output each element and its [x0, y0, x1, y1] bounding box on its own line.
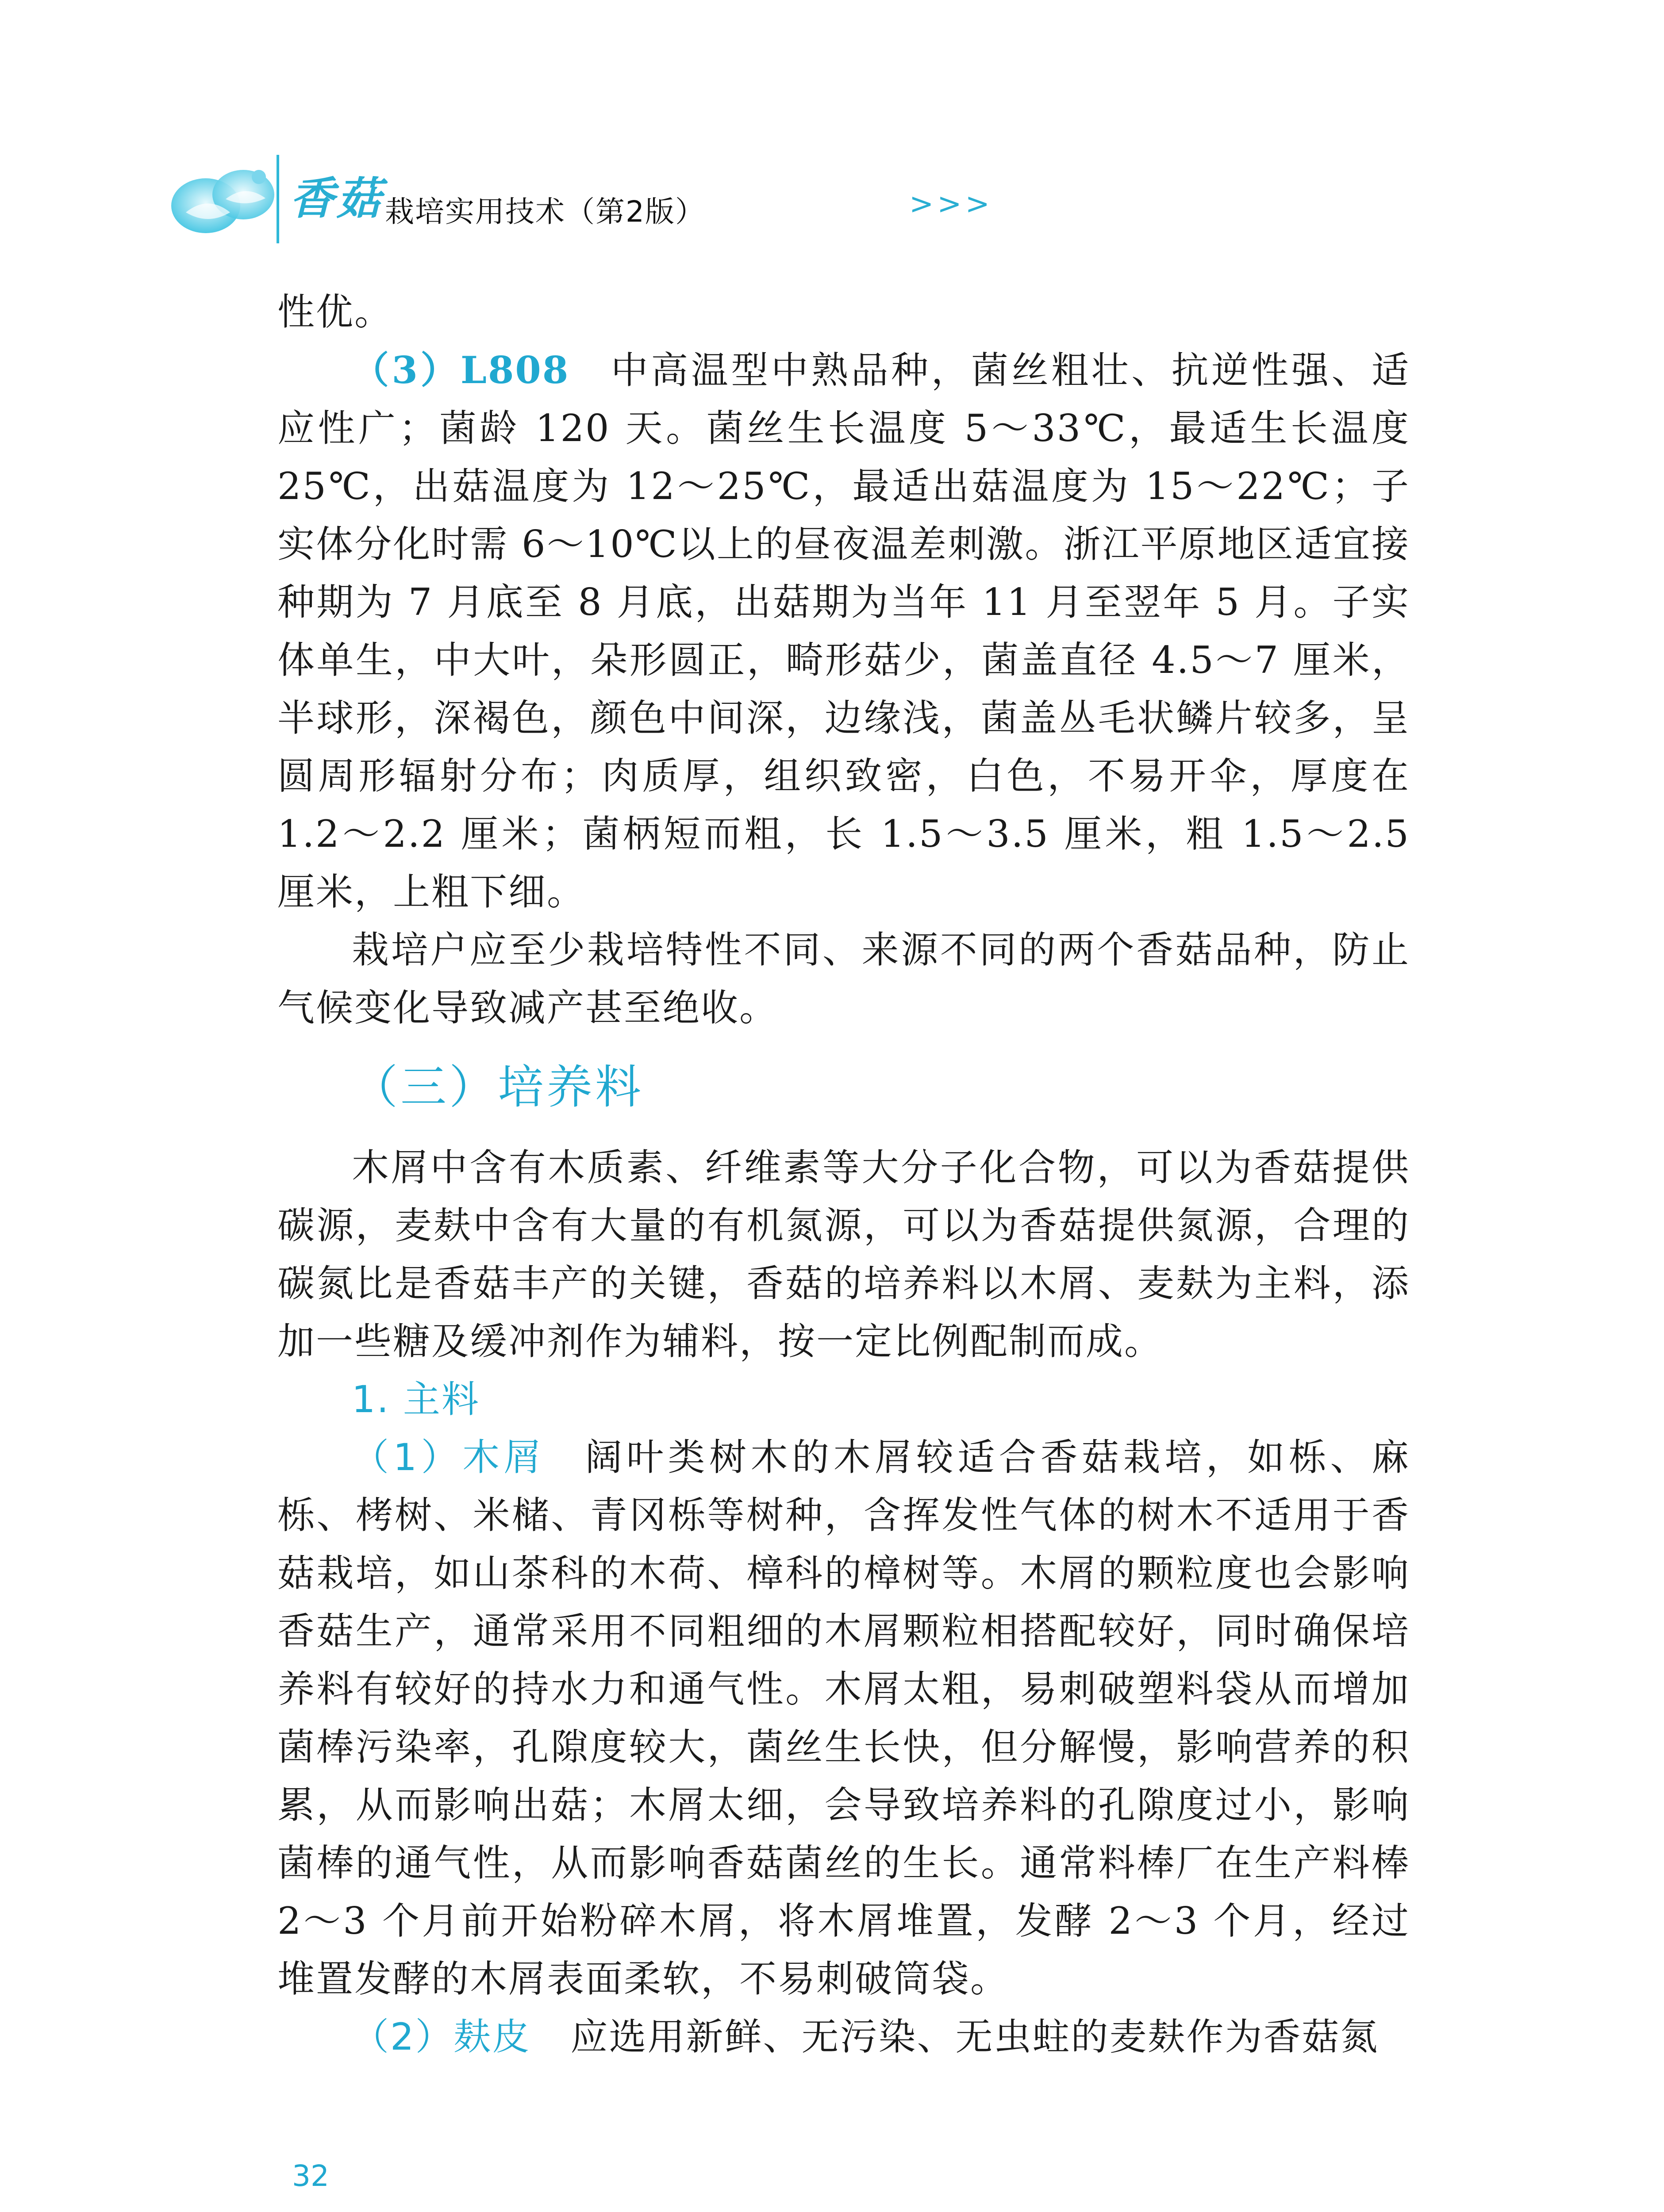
mushroom-logo-icon — [168, 146, 283, 252]
paragraph-continuation: 性优。 — [277, 290, 393, 334]
paragraph-sawdust — [277, 1429, 1410, 2008]
header-arrows: >>> — [909, 187, 993, 221]
paragraph-substrate: 木屑中含有木质素、纤维素等大分子化合物，可以为香菇提供碳源，麦麸中含有大量的有机氮源，可以为香菇提供氮源，合理的碳氮比是香菇丰产的关键，香菇的培养料以木屑、麦麸为主料，添加一些糖及缓冲剂作为辅料，按一定比例配制而成。 — [277, 1146, 1410, 1363]
item-lead-bran: （2）麸皮 — [352, 2015, 531, 2058]
item-lead-l808: （3）L808 — [352, 348, 570, 392]
section-heading: （三）培养料 — [352, 1060, 644, 1114]
header-divider — [277, 155, 279, 243]
header-brand: 香菇 — [290, 172, 384, 224]
header-book-title: 栽培实用技术（第2版） — [385, 195, 705, 229]
paragraph-body: 应选用新鲜、无污染、无虫蛀的麦麸作为香菇氮 — [570, 2015, 1379, 2058]
paragraph-advice: 栽培户应至少栽培特性不同、来源不同的两个香菇品种，防止气候变化导致减产甚至绝收。 — [277, 928, 1410, 1029]
page-number: 32 — [292, 2159, 329, 2193]
subsection-heading: 1. 主料 — [352, 1378, 480, 1421]
running-header — [168, 146, 1230, 252]
paragraph-bran — [277, 2008, 1410, 2066]
paragraph-l808 — [277, 341, 1410, 921]
item-lead-sawdust: （1）木屑 — [352, 1436, 546, 1479]
paragraph-body: 中高温型中熟品种，菌丝粗壮、抗逆性强、适应性广；菌龄 120 天。菌丝生长温度 5～33℃，最适生长温度 25℃，出菇温度为 12～25℃，最适出菇温度为 15～22℃；子实体分化时需 6～10℃以上的昼夜温差刺激。浙江平原地区适宜接种期为 7 月底至 8 月底，出菇期为当年 11 月至翌年 5 月。子实体单生，中大叶，朵形圆正，畸形菇少，菌盖直径 4.5～7 厘米，半球形，深褐色，颜色中间深，边缘浅，菌盖丛毛状鳞片较多，呈圆周形辐射分布；肉质厚，组织致密，白色，不易开伞，厚度在 1.2～2.2 厘米；菌柄短而粗，长 1.5～3.5 厘米，粗 1.5～2.5 厘米，上粗下细。 — [277, 349, 1410, 914]
paragraph-body: 阔叶类树木的木屑较适合香菇栽培，如栎、麻栎、栲树、米槠、青冈栎等树种，含挥发性气体的树木不适用于香菇栽培，如山茶科的木荷、樟科的樟树等。木屑的颗粒度也会影响香菇生产，通常采用不同粗细的木屑颗粒相搭配较好，同时确保培养料有较好的持水力和通气性。木屑太粗，易刺破塑料袋从而增加菌棒污染率，孔隙度较大，菌丝生长快，但分解慢，影响营养的积累，从而影响出菇；木屑太细，会导致培养料的孔隙度过小，影响菌棒的通气性，从而影响香菇菌丝的生长。通常料棒厂在生产料棒 2～3 个月前开始粉碎木屑，将木屑堆置，发酵 2～3 个月，经过堆置发酵的木屑表面柔软，不易刺破筒袋。 — [277, 1436, 1410, 2001]
page-body — [277, 283, 1410, 2066]
